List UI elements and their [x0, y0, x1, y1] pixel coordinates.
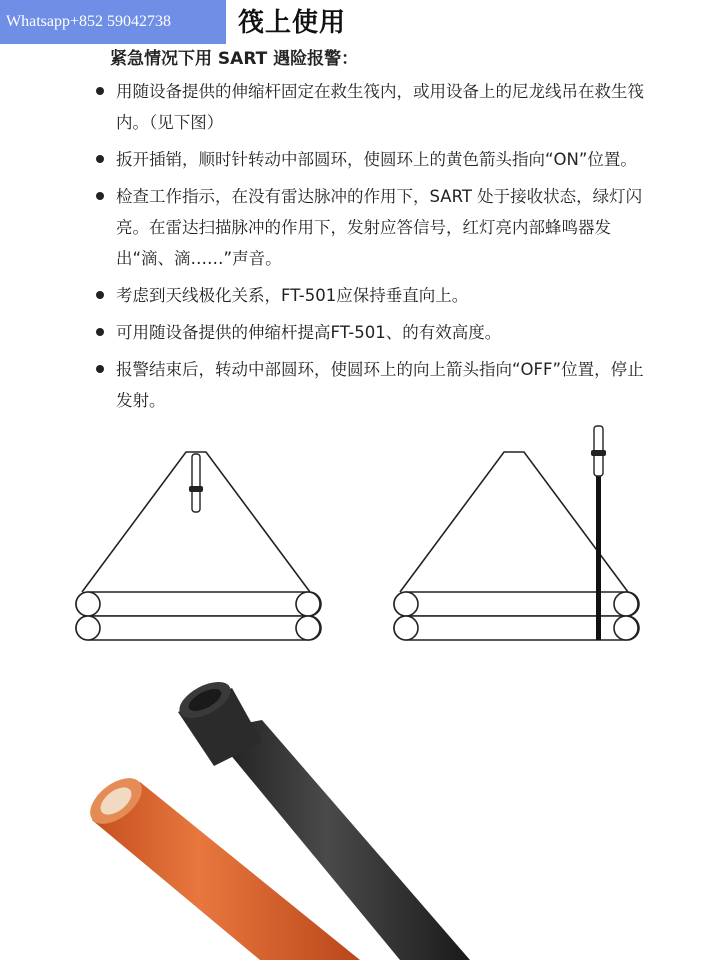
sart-device-icon: [591, 426, 606, 476]
list-item: 可用随设备提供的伸缩杆提高FT-501、的有效高度。: [96, 317, 656, 348]
instruction-list: [96, 76, 656, 422]
list-item: 扳开插销，顺时针转动中部圆环，使圆环上的黄色箭头指向“ON”位置。: [96, 144, 656, 175]
raft-diagram-hanging: [70, 420, 330, 650]
raft-tube-lower: [76, 616, 321, 640]
list-item: 用随设备提供的伸缩杆固定在救生筏内，或用设备上的尼龙线吊在救生筏内。（见下图）: [96, 76, 656, 138]
raft-diagram-pole: [388, 420, 648, 650]
raft-tube-upper: [76, 592, 321, 616]
list-item: 报警结束后，转动中部圆环，使圆环上的向上箭头指向“OFF”位置，停止发射。: [96, 354, 656, 416]
section-heading: 筏上使用: [238, 8, 347, 38]
contact-badge: Whatsapp+852 59042738: [0, 0, 226, 44]
subheading: 紧急情况下用 SART 遇险报警：: [110, 49, 359, 69]
telescopic-pole: [596, 472, 601, 640]
list-item: 检查工作指示，在没有雷达脉冲的作用下，SART 处于接收状态，绿灯闪亮。在雷达扫描脉冲的作用下，发射应答信号，红灯亮内部蜂鸣器发出“滴、滴……”声音。: [96, 181, 656, 274]
sart-device-icon: [189, 454, 203, 512]
list-item: 考虑到天线极化关系，FT-501应保持垂直向上。: [96, 280, 656, 311]
telescopic-pole-photo: [0, 670, 712, 960]
raft-tube-lower: [394, 616, 639, 640]
raft-tube-upper: [394, 592, 639, 616]
